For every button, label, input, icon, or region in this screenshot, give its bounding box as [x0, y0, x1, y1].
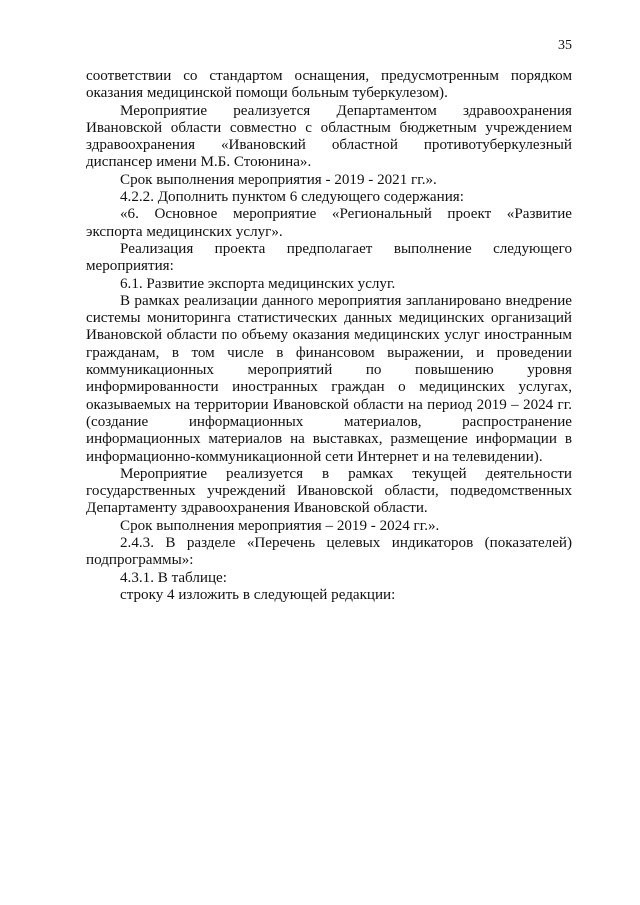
paragraph-implementer: Мероприятие реализуется Департаментом здравоохранения Ивановской области совместно с областным бюджетным учреждением здравоохранения «Ивановский областной противотуберкулезный диспансер имени М.Б. Стоюнина». — [86, 102, 572, 171]
paragraph-4-3-1: 4.3.1. В таблице: — [120, 569, 227, 586]
paragraph-monitoring-system: В рамках реализации данного мероприятия запланировано внедрение системы мониторинга статистических данных медицинских организаций Ивановской области по объему оказания медицинских услуг иностранным гражданам, в том числе в финансовом выражении, и проведении коммуникационных мероприятий по повышению уровня информированности иностранных граждан о медицинских услугах, оказываемых на территории Ивановской области на период 2019 – 2024 гг. (создание информационных материалов, распространение информационных материалов на выставках, размещение информации в информационно-коммуникационной сети Интернет и на телевидении). — [86, 292, 572, 465]
paragraph-continuation: соответствии со стандартом оснащения, предусмотренным порядком оказания медицинской помощи больным туберкулезом). — [86, 68, 572, 102]
paragraph-project-implementation: Реализация проекта предполагает выполнение следующего мероприятия: — [86, 240, 572, 275]
paragraph-2-4-3: 2.4.3. В разделе «Перечень целевых индикаторов (показателей) подпрограммы»: — [86, 535, 572, 569]
paragraph-current-activity: Мероприятие реализуется в рамках текущей деятельности государственных учреждений Ивановской области, подведомственных Департаменту здравоохранения Ивановской области. — [86, 465, 572, 517]
paragraph-row-4: строку 4 изложить в следующей редакции: — [120, 586, 396, 603]
document-body — [86, 68, 572, 604]
paragraph-deadline-2019-2024: Срок выполнения мероприятия – 2019 - 2024 гг.». — [120, 517, 440, 534]
paragraph-deadline-2019-2021: Срок выполнения мероприятия - 2019 - 2021 гг.». — [120, 171, 437, 188]
paragraph-4-2-2: 4.2.2. Дополнить пунктом 6 следующего содержания: — [120, 189, 464, 206]
paragraph-6-1: 6.1. Развитие экспорта медицинских услуг. — [120, 275, 396, 292]
paragraph-main-activity-6: «6. Основное мероприятие «Региональный проект «Развитие экспорта медицинских услуг». — [86, 206, 572, 240]
page-number: 35 — [558, 38, 572, 53]
